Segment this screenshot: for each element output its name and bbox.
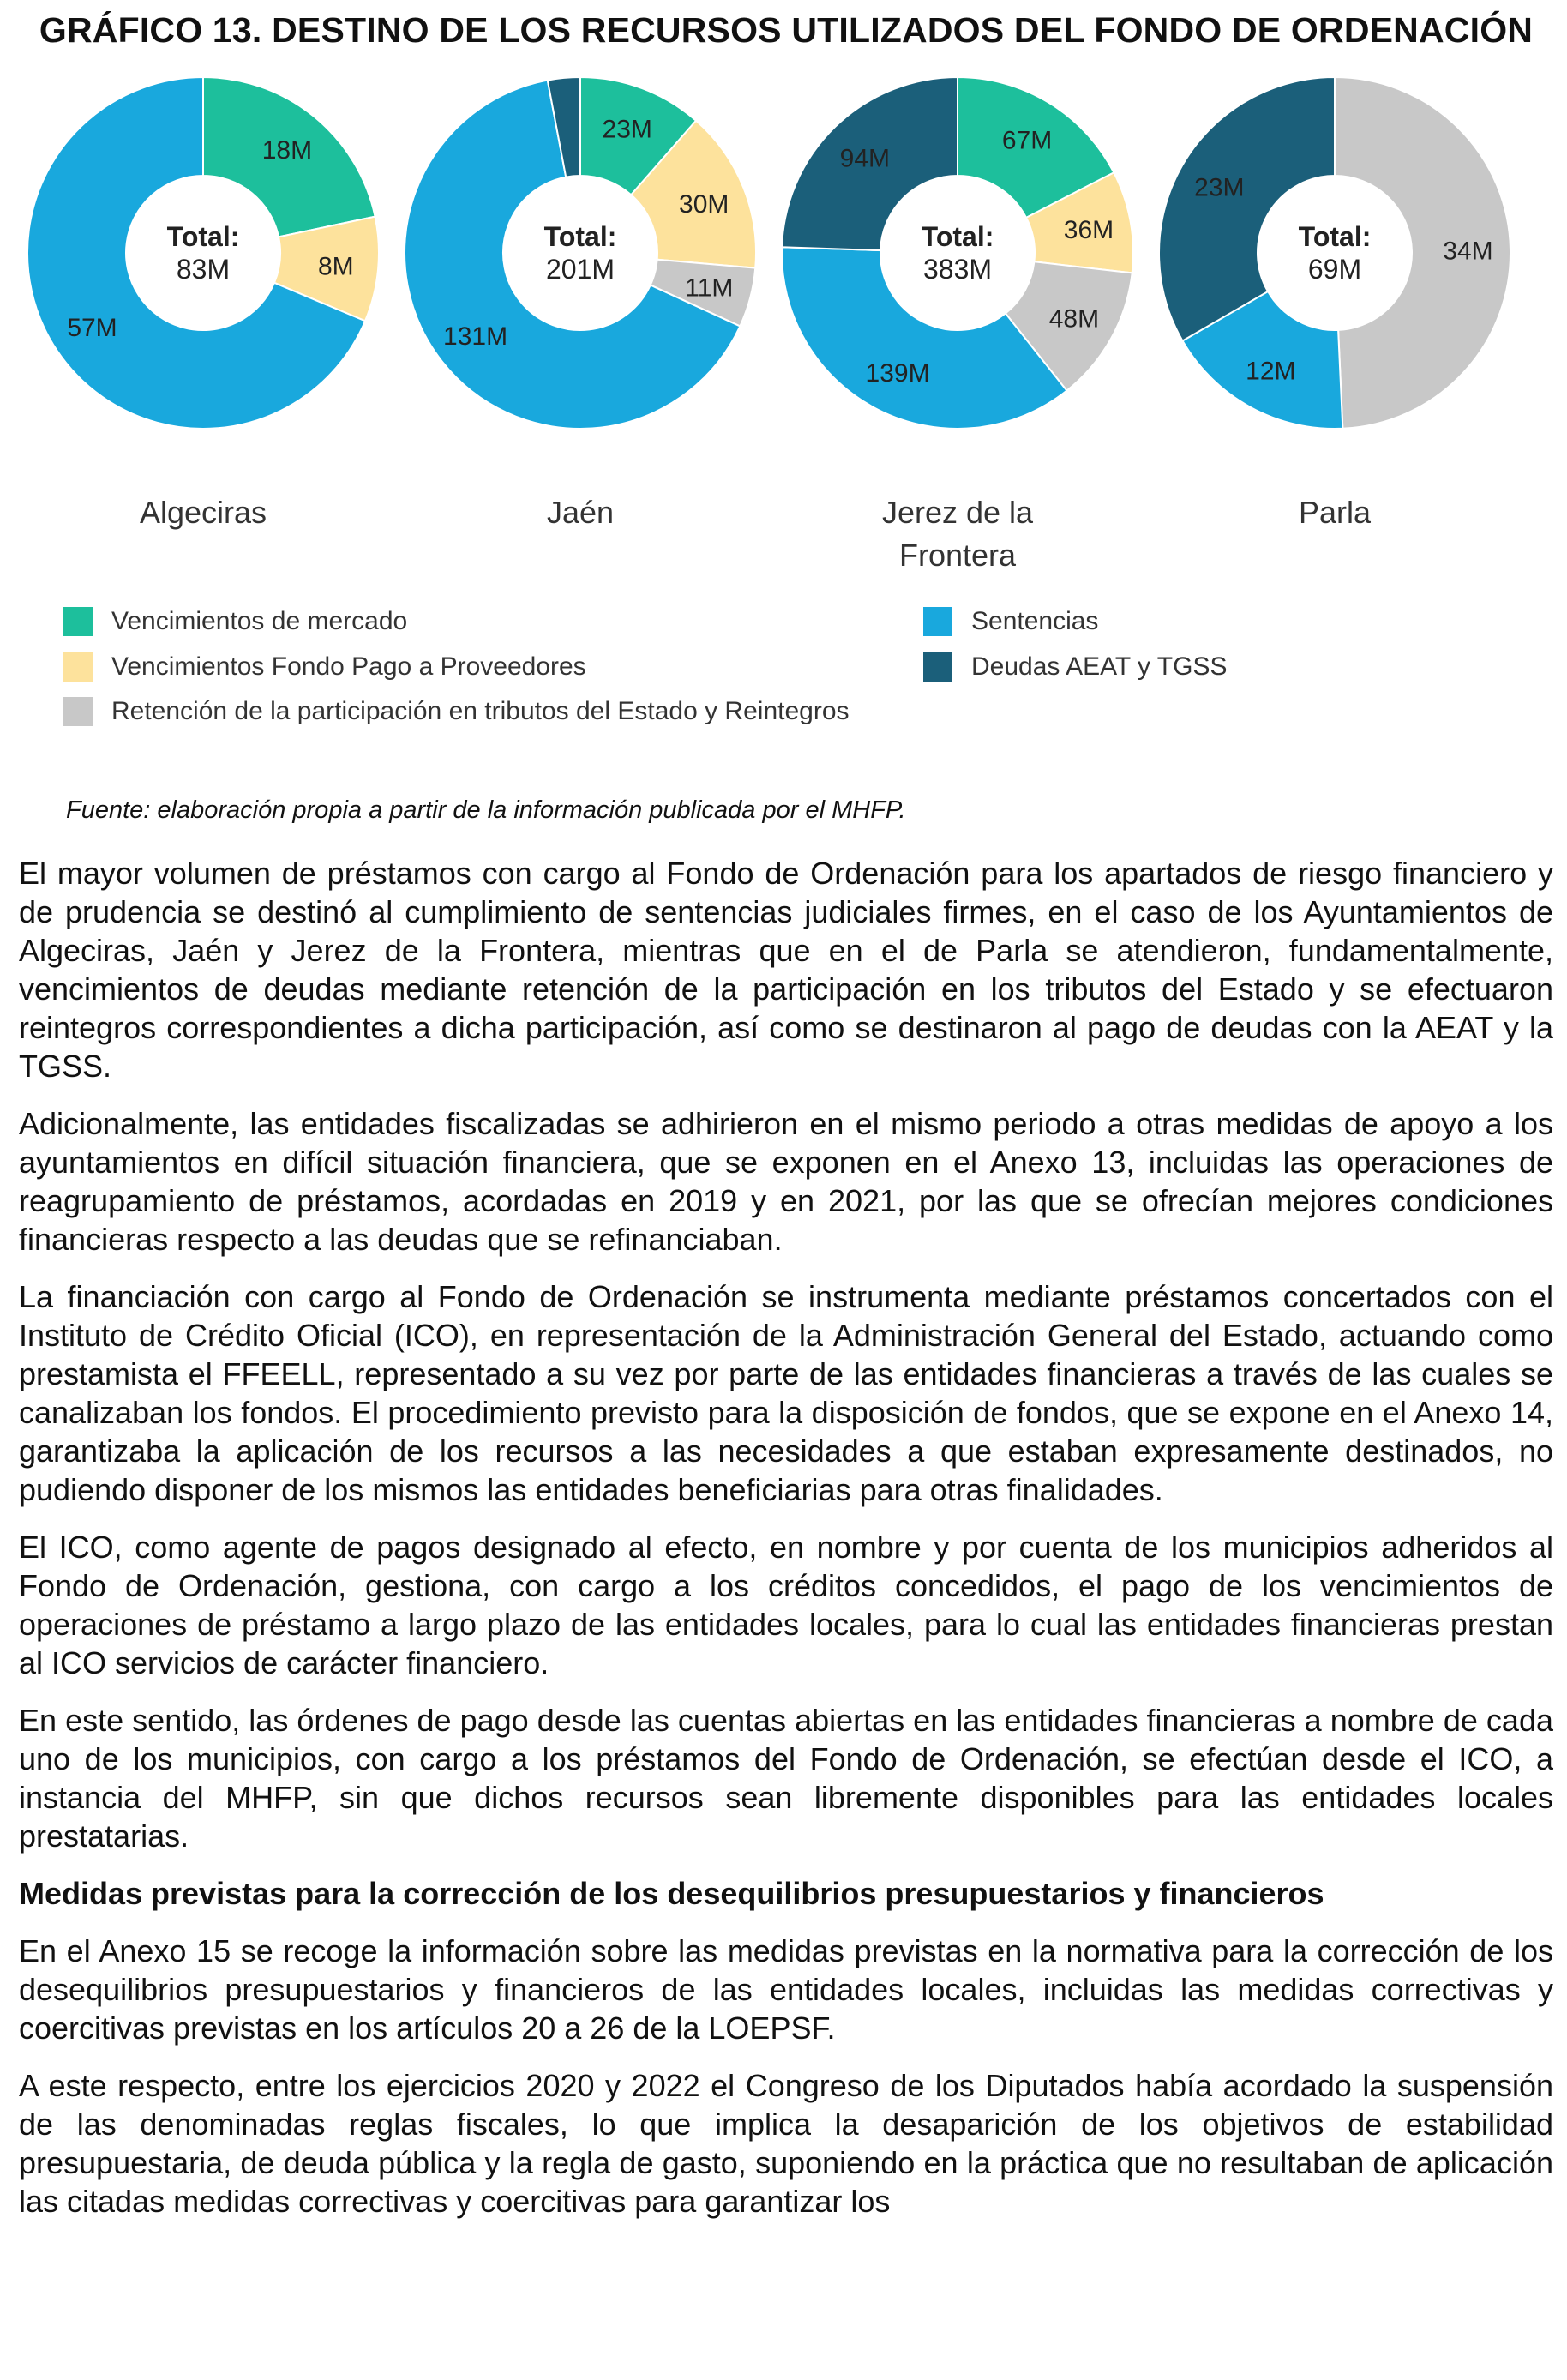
legend-item-deudas-aeat bbox=[923, 652, 1227, 682]
legend-item-vencimientos-mercado bbox=[63, 607, 407, 636]
slice-label: 23M bbox=[602, 115, 652, 144]
slice-label: 67M bbox=[1001, 126, 1053, 155]
section-heading: Medidas previstas para la corrección de los desequilibrios presupuestarios y financieros bbox=[19, 1876, 1324, 1911]
total-value: 383M bbox=[922, 254, 993, 285]
slice-label: 131M bbox=[443, 322, 508, 351]
legend-label: Sentencias bbox=[971, 607, 1099, 635]
slice-label: 36M bbox=[1063, 216, 1114, 245]
chart-city-name: Algeciras bbox=[139, 495, 267, 530]
figure-source: Fuente: elaboración propia a partir de la información publicada por el MHFP. bbox=[66, 796, 906, 824]
total-value: 201M bbox=[545, 254, 615, 285]
legend-swatch bbox=[63, 652, 93, 682]
chart-city-name: Jaén bbox=[546, 495, 615, 530]
slice-label: 139M bbox=[865, 358, 930, 388]
paragraph: El ICO, como agente de pagos designado al efecto, en nombre y por cuenta de los municipios adheridos al Fondo de Ordenación, gestiona, con cargo a los créditos concedidos, el pago de los vencimientos de operaciones de préstamo a largo plazo de las entidades locales, para lo cual las entidades financieras prestan al ICO servicios de carácter financiero. bbox=[19, 1530, 1553, 1680]
body-text bbox=[19, 854, 1553, 2239]
legend-item-retencion bbox=[63, 697, 850, 726]
slice-label: 11M bbox=[685, 273, 734, 303]
slice-label: 8M bbox=[317, 252, 354, 281]
slice-label: 30M bbox=[679, 189, 729, 219]
slice-label: 18M bbox=[261, 136, 313, 165]
legend-swatch bbox=[923, 652, 952, 682]
donut-slice-deudas-aeat bbox=[1159, 77, 1335, 341]
total-label: Total: bbox=[921, 221, 994, 252]
slice-label: 48M bbox=[1048, 304, 1100, 334]
donut-charts bbox=[19, 77, 1553, 609]
paragraph: A este respecto, entre los ejercicios 2020 y 2022 el Congreso de los Diputados había acordado la suspensión de las denominadas reglas fiscales, lo que implica la desaparición de los objetivos de estabilidad presupuestaria, de deuda pública y la regla de gasto, suponiendo en la práctica que no resultaban de aplicación las citadas medidas correctivas y coercitivas para garantizar los bbox=[19, 2068, 1553, 2219]
slice-label: 94M bbox=[839, 144, 891, 173]
legend-label: Retención de la participación en tributos del Estado y Reintegros bbox=[111, 697, 850, 725]
paragraph: La financiación con cargo al Fondo de Ordenación se instrumenta mediante préstamos concertados con el Instituto de Crédito Oficial (ICO), en representación de la Administración General del Estado, actuando como prestamista el FFEELL, representado a su vez por parte de las entidades financieras a través de las cuales se canalizaban los fondos. El procedimiento previsto para la disposición de fondos, que se expone en el Anexo 14, garantizaba la aplicación de los recursos a las necesidades a que estaban expresamente destinados, no pudiendo disponer de los mismos las entidades beneficiarias para otras finalidades. bbox=[19, 1279, 1553, 1507]
slice-label: 34M bbox=[1443, 237, 1493, 266]
paragraph: Adicionalmente, las entidades fiscalizadas se adhirieron en el mismo periodo a otras medidas de apoyo a los ayuntamientos en difícil situación financiera, que se exponen en el Anexo 13, incluidas las operaciones de reagrupamiento de préstamos, acordadas en 2019 y en 2021, por las que se ofrecían mejores condiciones financieras respecto a las deudas que se refinanciaban. bbox=[19, 1106, 1553, 1257]
legend-label: Vencimientos Fondo Pago a Proveedores bbox=[111, 652, 586, 681]
chart-city-name: Jerez de la bbox=[881, 495, 1034, 530]
legend-label: Deudas AEAT y TGSS bbox=[971, 652, 1228, 681]
chart-legend bbox=[19, 600, 1553, 746]
slice-label: 23M bbox=[1194, 173, 1245, 202]
chart-city-name: Frontera bbox=[898, 538, 1017, 573]
total-label: Total: bbox=[1298, 221, 1372, 252]
paragraph: El mayor volumen de préstamos con cargo al Fondo de Ordenación para los apartados de riesgo financiero y de prudencia se destinó al cumplimiento de sentencias judiciales firmes, en el caso de los Ayuntamientos de Algeciras, Jaén y Jerez de la Frontera, mientras que en el de Parla se atendieron, fundamentalmente, vencimientos de deudas mediante retención de la participación en los tributos del Estado y se efectuaron reintegros correspondientes a dicha participación, así como se destinaron al pago de deudas con la AEAT y la TGSS. bbox=[19, 856, 1553, 1084]
legend-label: Vencimientos de mercado bbox=[111, 607, 408, 635]
legend-item-vencimientos-fpp bbox=[63, 652, 586, 682]
legend-swatch bbox=[923, 607, 952, 636]
legend-swatch bbox=[63, 697, 93, 726]
total-value: 69M bbox=[1307, 254, 1362, 285]
total-label: Total: bbox=[543, 221, 617, 252]
total-label: Total: bbox=[166, 221, 240, 252]
legend-item-sentencias bbox=[923, 607, 1098, 636]
chart-city-name: Parla bbox=[1298, 495, 1372, 530]
slice-label: 57M bbox=[67, 314, 117, 343]
legend-swatch bbox=[63, 607, 93, 636]
figure-title: GRÁFICO 13. DESTINO DE LOS RECURSOS UTILIZADOS DEL FONDO DE ORDENACIÓN bbox=[39, 10, 1534, 50]
paragraph: En el Anexo 15 se recoge la información sobre las medidas previstas en la normativa para la corrección de los desequilibrios presupuestarios y financieros de las entidades locales, incluidas las medidas correctivas y coercitivas previstas en los artículos 20 a 26 de la LOEPSF. bbox=[19, 1933, 1553, 2046]
slice-label: 12M bbox=[1246, 357, 1296, 386]
total-value: 83M bbox=[176, 254, 231, 285]
paragraph: En este sentido, las órdenes de pago desde las cuentas abiertas en las entidades financieras a nombre de cada uno de los municipios, con cargo a los préstamos del Fondo de Ordenación, se efectúan desde el ICO, a instancia del MHFP, sin que dichos recursos sean libremente disponibles para las entidades locales prestatarias. bbox=[19, 1703, 1553, 1854]
